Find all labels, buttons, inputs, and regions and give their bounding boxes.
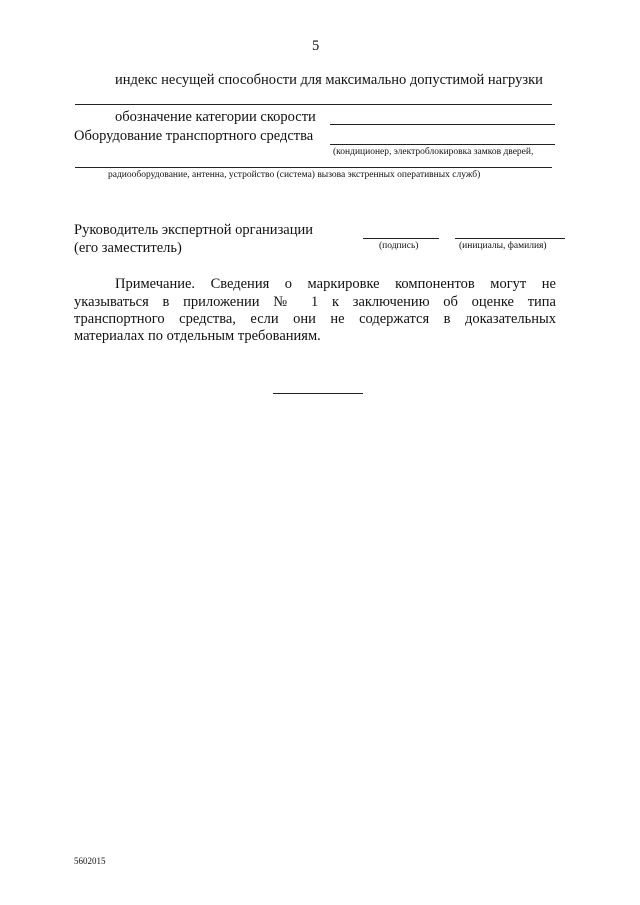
page-number: 5: [312, 38, 320, 54]
note-line-4: материалах по отдельным требованиям.: [74, 328, 321, 344]
equipment-hint-2: радиооборудование, антенна, устройство (система) вызова экстренных оперативных служб): [108, 170, 481, 180]
signer-role-line1: Руководитель экспертной организации: [74, 222, 314, 238]
signer-role-line2: (его заместитель): [74, 240, 182, 256]
signature-label: (подпись): [379, 241, 419, 251]
equipment-hint-1: (кондиционер, электроблокировка замков дверей,: [333, 147, 534, 157]
signature-blank: [363, 238, 439, 239]
note-line-3: транспортного средства, если они не содержатся в доказательных: [74, 311, 556, 327]
speed-category-blank: [330, 124, 555, 125]
note-line-1: Примечание. Сведения о маркировке компонентов могут не: [115, 276, 556, 292]
name-label: (инициалы, фамилия): [459, 241, 547, 251]
footer-code: 5602015: [74, 856, 106, 866]
load-index-label: индекс несущей способности для максимально допустимой нагрузки: [115, 72, 543, 88]
name-blank: [455, 238, 565, 239]
speed-category-label: обозначение категории скорости: [115, 109, 316, 125]
note-line-2: указываться в приложении № 1 к заключению об оценке типа: [74, 294, 556, 310]
closing-rule: [273, 393, 363, 394]
load-index-blank: [75, 104, 552, 105]
equipment-blank-2: [75, 167, 552, 168]
equipment-blank: [330, 144, 555, 145]
equipment-label: Оборудование транспортного средства: [74, 128, 314, 144]
